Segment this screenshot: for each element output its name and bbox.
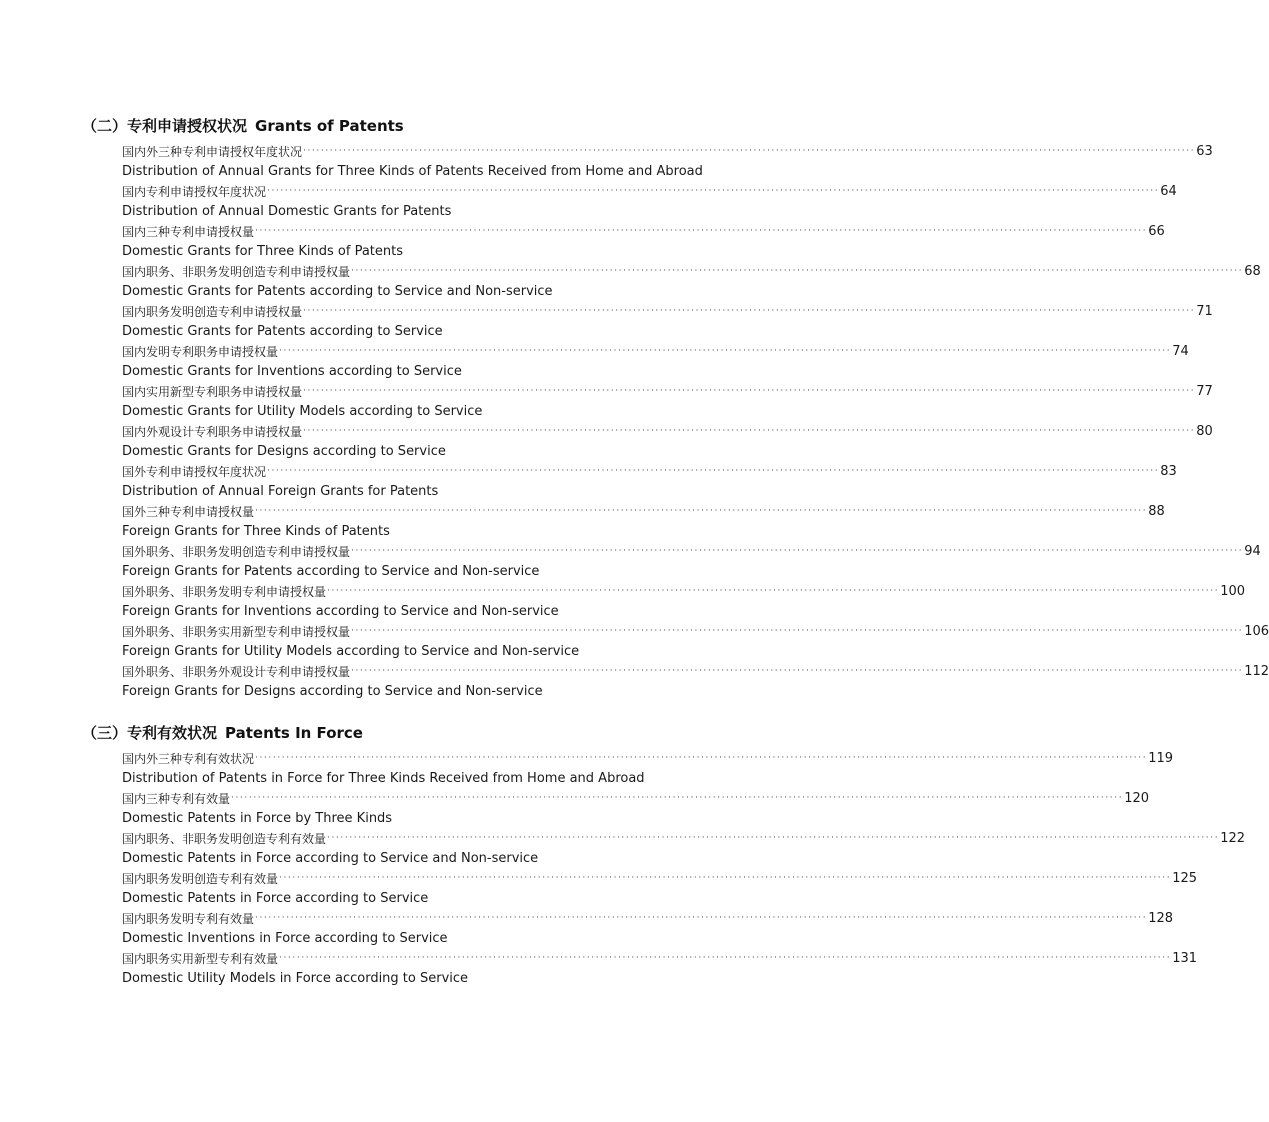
- toc-entry-title-en: Distribution of Patents in Force for Three Kinds Received from Home and Abroad: [122, 771, 645, 786]
- toc-entry-title-zh: 国内外三种专利申请授权年度状况: [122, 145, 303, 159]
- dot-leader: ········································································································································································································: [351, 546, 1244, 556]
- toc-entry-title-en: Domestic Grants for Designs according to Service: [122, 444, 446, 459]
- toc-entry-title-en: Domestic Patents in Force by Three Kinds: [122, 811, 393, 826]
- dot-leader: ········································································································································································································: [255, 753, 1148, 763]
- toc-entry-title-en: Domestic Grants for Utility Models according to Service: [122, 404, 483, 419]
- dot-leader: ········································································································································································································: [351, 626, 1244, 636]
- toc-entry[interactable]: [122, 462, 1177, 502]
- toc-entry-title-zh: 国外三种专利申请授权量: [122, 505, 255, 519]
- toc-entry-page-number: 131: [1172, 951, 1198, 966]
- toc-entry-page-number: 112: [1244, 664, 1269, 679]
- toc-entry[interactable]: [122, 342, 1189, 382]
- dot-leader: ········································································································································································································: [255, 506, 1148, 516]
- toc-entry-zh-row: [122, 302, 1213, 322]
- toc-entry-zh-row: [122, 582, 1246, 602]
- toc-entry[interactable]: [122, 222, 1165, 262]
- toc-entry[interactable]: [122, 142, 1213, 182]
- toc-entry-list: [122, 749, 1246, 989]
- toc-entry-title-en: Foreign Grants for Patents according to Service and Non-service: [122, 564, 540, 579]
- toc-entry-title-en: Domestic Grants for Patents according to Service: [122, 324, 443, 339]
- toc-entry-page-number: 88: [1148, 504, 1165, 519]
- toc-entry-title-zh: 国外职务、非职务实用新型专利申请授权量: [122, 625, 351, 639]
- dot-leader: ········································································································································································································: [303, 146, 1196, 156]
- toc-entry-page-number: 119: [1148, 751, 1174, 766]
- toc-entry-title-zh: 国内专利申请授权年度状况: [122, 185, 267, 199]
- toc-entry-page-number: 68: [1244, 264, 1261, 279]
- toc-entry[interactable]: [122, 749, 1174, 789]
- toc-entry[interactable]: [122, 909, 1174, 949]
- toc-entry-list: [122, 142, 1269, 702]
- toc-entry[interactable]: [122, 182, 1177, 222]
- dot-leader: ········································································································································································································: [267, 466, 1160, 476]
- toc-entry[interactable]: [122, 789, 1150, 829]
- toc-entry-zh-row: [122, 749, 1174, 769]
- toc-entry-zh-row: [122, 909, 1174, 929]
- toc-entry[interactable]: [122, 502, 1165, 542]
- toc-entry-page-number: 77: [1196, 384, 1213, 399]
- toc-entry-title-en: Domestic Grants for Patents according to Service and Non-service: [122, 284, 553, 299]
- toc-entry-title-en: Domestic Utility Models in Force according to Service: [122, 971, 469, 986]
- toc-entry-title-en: Domestic Patents in Force according to Service and Non-service: [122, 851, 539, 866]
- toc-entry-title-zh: 国内三种专利有效量: [122, 792, 231, 806]
- toc-entry-page-number: 94: [1244, 544, 1261, 559]
- toc-entry[interactable]: [122, 662, 1269, 702]
- toc-entry-zh-row: [122, 869, 1198, 889]
- toc-entry-zh-row: [122, 502, 1165, 522]
- toc-entry-title-zh: 国内职务发明创造专利申请授权量: [122, 305, 303, 319]
- toc-entry-page-number: 106: [1244, 624, 1269, 639]
- toc-entry-title-zh: 国外职务、非职务外观设计专利申请授权量: [122, 665, 351, 679]
- section-heading-zh: （三）专利有效状况: [82, 724, 218, 742]
- section-heading: [82, 723, 363, 743]
- toc-entry-title-en: Foreign Grants for Inventions according to Service and Non-service: [122, 604, 559, 619]
- toc-entry[interactable]: [122, 582, 1246, 622]
- toc-entry-zh-row: [122, 182, 1177, 202]
- dot-leader: ········································································································································································································: [267, 186, 1160, 196]
- toc-entry-title-zh: 国内实用新型专利职务申请授权量: [122, 385, 303, 399]
- toc-entry-title-en: Domestic Grants for Inventions according to Service: [122, 364, 462, 379]
- toc-entry-page-number: 125: [1172, 871, 1198, 886]
- toc-entry-title-zh: 国外职务、非职务发明创造专利申请授权量: [122, 545, 351, 559]
- toc-entry-title-zh: 国外职务、非职务发明专利申请授权量: [122, 585, 327, 599]
- toc-entry-title-en: Distribution of Annual Domestic Grants for Patents: [122, 204, 452, 219]
- dot-leader: ········································································································································································································: [279, 873, 1172, 883]
- toc-entry-title-zh: 国内职务、非职务发明创造专利有效量: [122, 832, 327, 846]
- toc-entry-zh-row: [122, 542, 1261, 562]
- dot-leader: ········································································································································································································: [303, 386, 1196, 396]
- toc-entry-title-en: Foreign Grants for Designs according to Service and Non-service: [122, 684, 543, 699]
- section-heading-en: Patents In Force: [225, 724, 363, 742]
- toc-entry[interactable]: [122, 829, 1246, 869]
- toc-entry-zh-row: [122, 662, 1269, 682]
- section-heading-en: Grants of Patents: [255, 117, 404, 135]
- toc-entry[interactable]: [122, 622, 1269, 662]
- dot-leader: ········································································································································································································: [255, 226, 1148, 236]
- dot-leader: ········································································································································································································: [279, 346, 1172, 356]
- toc-entry-title-zh: 国内职务、非职务发明创造专利申请授权量: [122, 265, 351, 279]
- toc-entry-title-en: Foreign Grants for Three Kinds of Patents: [122, 524, 390, 539]
- toc-entry-title-zh: 国内职务发明创造专利有效量: [122, 872, 279, 886]
- toc-entry-page-number: 100: [1220, 584, 1246, 599]
- toc-entry-page-number: 120: [1124, 791, 1150, 806]
- toc-entry-zh-row: [122, 789, 1150, 809]
- toc-entry-title-en: Domestic Grants for Three Kinds of Patents: [122, 244, 404, 259]
- toc-entry-zh-row: [122, 949, 1198, 969]
- toc-entry-title-zh: 国内职务实用新型专利有效量: [122, 952, 279, 966]
- toc-entry-zh-row: [122, 382, 1213, 402]
- toc-entry-zh-row: [122, 342, 1189, 362]
- toc-entry-zh-row: [122, 422, 1213, 442]
- toc-entry-page-number: 66: [1148, 224, 1165, 239]
- toc-entry-page-number: 63: [1196, 144, 1213, 159]
- toc-entry-title-en: Distribution of Annual Grants for Three Kinds of Patents Received from Home and Abroad: [122, 164, 703, 179]
- toc-entry-title-en: Distribution of Annual Foreign Grants for Patents: [122, 484, 439, 499]
- toc-entry-page-number: 71: [1196, 304, 1213, 319]
- dot-leader: ········································································································································································································: [303, 426, 1196, 436]
- toc-entry-page-number: 122: [1220, 831, 1246, 846]
- toc-entry-page-number: 80: [1196, 424, 1213, 439]
- toc-entry-title-zh: 国内职务发明专利有效量: [122, 912, 255, 926]
- toc-entry[interactable]: [122, 302, 1213, 342]
- toc-entry-zh-row: [122, 142, 1213, 162]
- toc-entry-title-en: Foreign Grants for Utility Models according to Service and Non-service: [122, 644, 580, 659]
- toc-entry-title-zh: 国内三种专利申请授权量: [122, 225, 255, 239]
- toc-entry-page-number: 74: [1172, 344, 1189, 359]
- dot-leader: ········································································································································································································: [351, 266, 1244, 276]
- toc-entry-title-en: Domestic Patents in Force according to Service: [122, 891, 429, 906]
- section-heading: [82, 116, 404, 136]
- toc-entry-zh-row: [122, 262, 1261, 282]
- dot-leader: ········································································································································································································: [351, 666, 1244, 676]
- toc-entry-title-zh: 国内外观设计专利职务申请授权量: [122, 425, 303, 439]
- toc-entry-page-number: 64: [1160, 184, 1177, 199]
- toc-entry[interactable]: [122, 382, 1213, 422]
- toc-entry-page-number: 83: [1160, 464, 1177, 479]
- toc-entry-title-zh: 国内发明专利职务申请授权量: [122, 345, 279, 359]
- toc-entry[interactable]: [122, 262, 1261, 302]
- toc-entry-title-zh: 国内外三种专利有效状况: [122, 752, 255, 766]
- toc-entry[interactable]: [122, 949, 1198, 989]
- dot-leader: ········································································································································································································: [327, 586, 1220, 596]
- toc-entry-zh-row: [122, 462, 1177, 482]
- dot-leader: ········································································································································································································: [279, 953, 1172, 963]
- toc-entry-zh-row: [122, 829, 1246, 849]
- toc-entry-page-number: 128: [1148, 911, 1174, 926]
- toc-entry-zh-row: [122, 222, 1165, 242]
- dot-leader: ········································································································································································································: [255, 913, 1148, 923]
- toc-entry[interactable]: [122, 542, 1261, 582]
- dot-leader: ········································································································································································································: [231, 793, 1124, 803]
- toc-entry-title-en: Domestic Inventions in Force according to Service: [122, 931, 448, 946]
- toc-entry-title-zh: 国外专利申请授权年度状况: [122, 465, 267, 479]
- dot-leader: ········································································································································································································: [303, 306, 1196, 316]
- toc-entry[interactable]: [122, 422, 1213, 462]
- dot-leader: ········································································································································································································: [327, 833, 1220, 843]
- toc-entry-zh-row: [122, 622, 1269, 642]
- toc-entry[interactable]: [122, 869, 1198, 909]
- section-heading-zh: （二）专利申请授权状况: [82, 117, 248, 135]
